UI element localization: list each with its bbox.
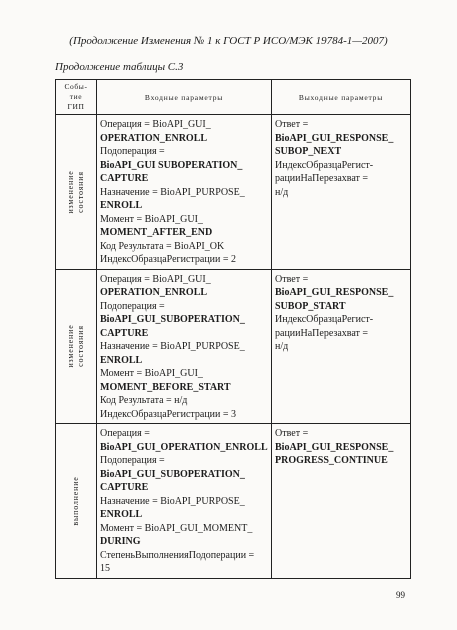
event-label-line: состояния: [76, 325, 85, 368]
event-column-header: [56, 80, 97, 115]
table-header-row: [56, 80, 411, 115]
param-line: Ответ =: [275, 119, 309, 130]
event-label-line: состояния: [76, 170, 85, 213]
param-line: SUBOP_NEXT: [275, 146, 342, 157]
param-line: Момент = BioAPI_GUI_: [100, 213, 203, 225]
param-line: CAPTURE: [100, 482, 149, 493]
param-line: Назначение = BioAPI_PURPOSE_: [100, 186, 245, 198]
param-line: ENROLL: [100, 200, 143, 211]
output-params-cell: [272, 115, 411, 270]
param-line: PROGRESS_CONTINUE: [275, 455, 388, 466]
param-line: CAPTURE: [100, 173, 149, 184]
table-row: [56, 115, 411, 270]
param-line: BioAPI_GUI_RESPONSE_: [275, 287, 394, 298]
param-line: 15: [100, 563, 110, 574]
table-caption: Продолжение таблицы С.3: [55, 61, 184, 73]
param-line: CAPTURE: [100, 327, 149, 339]
param-line: Операция = BioAPI_GUI_: [100, 119, 211, 130]
event-cell: [56, 269, 97, 424]
input-column-header: Входные параметры: [97, 80, 272, 115]
param-line: ENROLL: [100, 509, 143, 520]
param-line: OPERATION_ENROLL: [100, 132, 208, 144]
param-line: DURING: [100, 536, 141, 547]
parameters-table: [55, 79, 411, 579]
param-line: BioAPI_GUI_RESPONSE_: [275, 132, 394, 144]
param-line: Назначение = BioAPI_PURPOSE_: [100, 341, 245, 352]
param-line: рацииНаПерезахват =: [275, 173, 369, 184]
event-cell: [56, 424, 97, 579]
input-params-cell: [97, 115, 272, 270]
param-line: Подоперация =: [100, 146, 165, 157]
param-line: BioAPI_GUI_SUBOPERATION_: [100, 314, 245, 325]
table-row: [56, 424, 411, 579]
param-line: OPERATION_ENROLL: [100, 287, 208, 298]
param-line: ИндексОбразцаРегист-: [275, 314, 374, 325]
param-line: BioAPI_GUI_SUBOPERATION_: [100, 468, 245, 480]
param-line: BioAPI_GUI_RESPONSE_: [275, 441, 394, 453]
param-line: Момент = BioAPI_GUI_: [100, 368, 203, 379]
param-line: Код Результата = н/д: [100, 395, 188, 406]
param-line: ENROLL: [100, 354, 143, 366]
event-label-line: изменение: [66, 324, 75, 368]
param-line: Операция = BioAPI_GUI_: [100, 273, 211, 285]
input-params-cell: [97, 424, 272, 579]
output-params-cell: [272, 269, 411, 424]
param-line: Назначение = BioAPI_PURPOSE_: [100, 495, 245, 507]
param-line: BioAPI_GUI_OPERATION_ENROLL: [100, 441, 268, 453]
param-line: н/д: [275, 186, 289, 198]
param-line: Подоперация =: [100, 300, 165, 312]
event-label-line: выполнение: [71, 476, 80, 526]
output-params-cell: [272, 424, 411, 579]
output-column-header: Выходные параметры: [272, 80, 411, 115]
param-line: SUBOP_START: [275, 300, 346, 312]
input-params-cell: [97, 269, 272, 424]
event-header-line-1: Собы-: [64, 82, 88, 91]
param-line: MOMENT_BEFORE_START: [100, 381, 231, 393]
event-cell: [56, 115, 97, 270]
param-line: Операция =: [100, 428, 150, 439]
event-label-line: изменение: [66, 170, 75, 214]
param-line: н/д: [275, 341, 289, 352]
param-line: Ответ =: [275, 273, 309, 285]
param-line: ИндексОбразцаРегистрации = 2: [100, 254, 237, 265]
param-line: Подоперация =: [100, 455, 165, 466]
page-number: 99: [396, 590, 405, 600]
event-header-line-3: ГИП: [67, 102, 85, 111]
param-line: Момент = BioAPI_GUI_MOMENT_: [100, 522, 253, 534]
table-row: [56, 269, 411, 424]
param-line: MOMENT_AFTER_END: [100, 227, 213, 238]
param-line: ИндексОбразцаРегистрации = 3: [100, 408, 237, 420]
param-line: СтепеньВыполненияПодоперации =: [100, 549, 255, 561]
event-header-line-2: тие: [69, 92, 83, 101]
param-line: BioAPI_GUI SUBOPERATION_: [100, 159, 243, 171]
page-header: (Продолжение Изменения № 1 к ГОСТ Р ИСО/МЭК 19784-1—2007): [69, 35, 388, 47]
param-line: Код Результата = BioAPI_OK: [100, 240, 225, 252]
param-line: Ответ =: [275, 428, 309, 439]
param-line: рацииНаПерезахват =: [275, 327, 369, 339]
param-line: ИндексОбразцаРегист-: [275, 159, 374, 171]
